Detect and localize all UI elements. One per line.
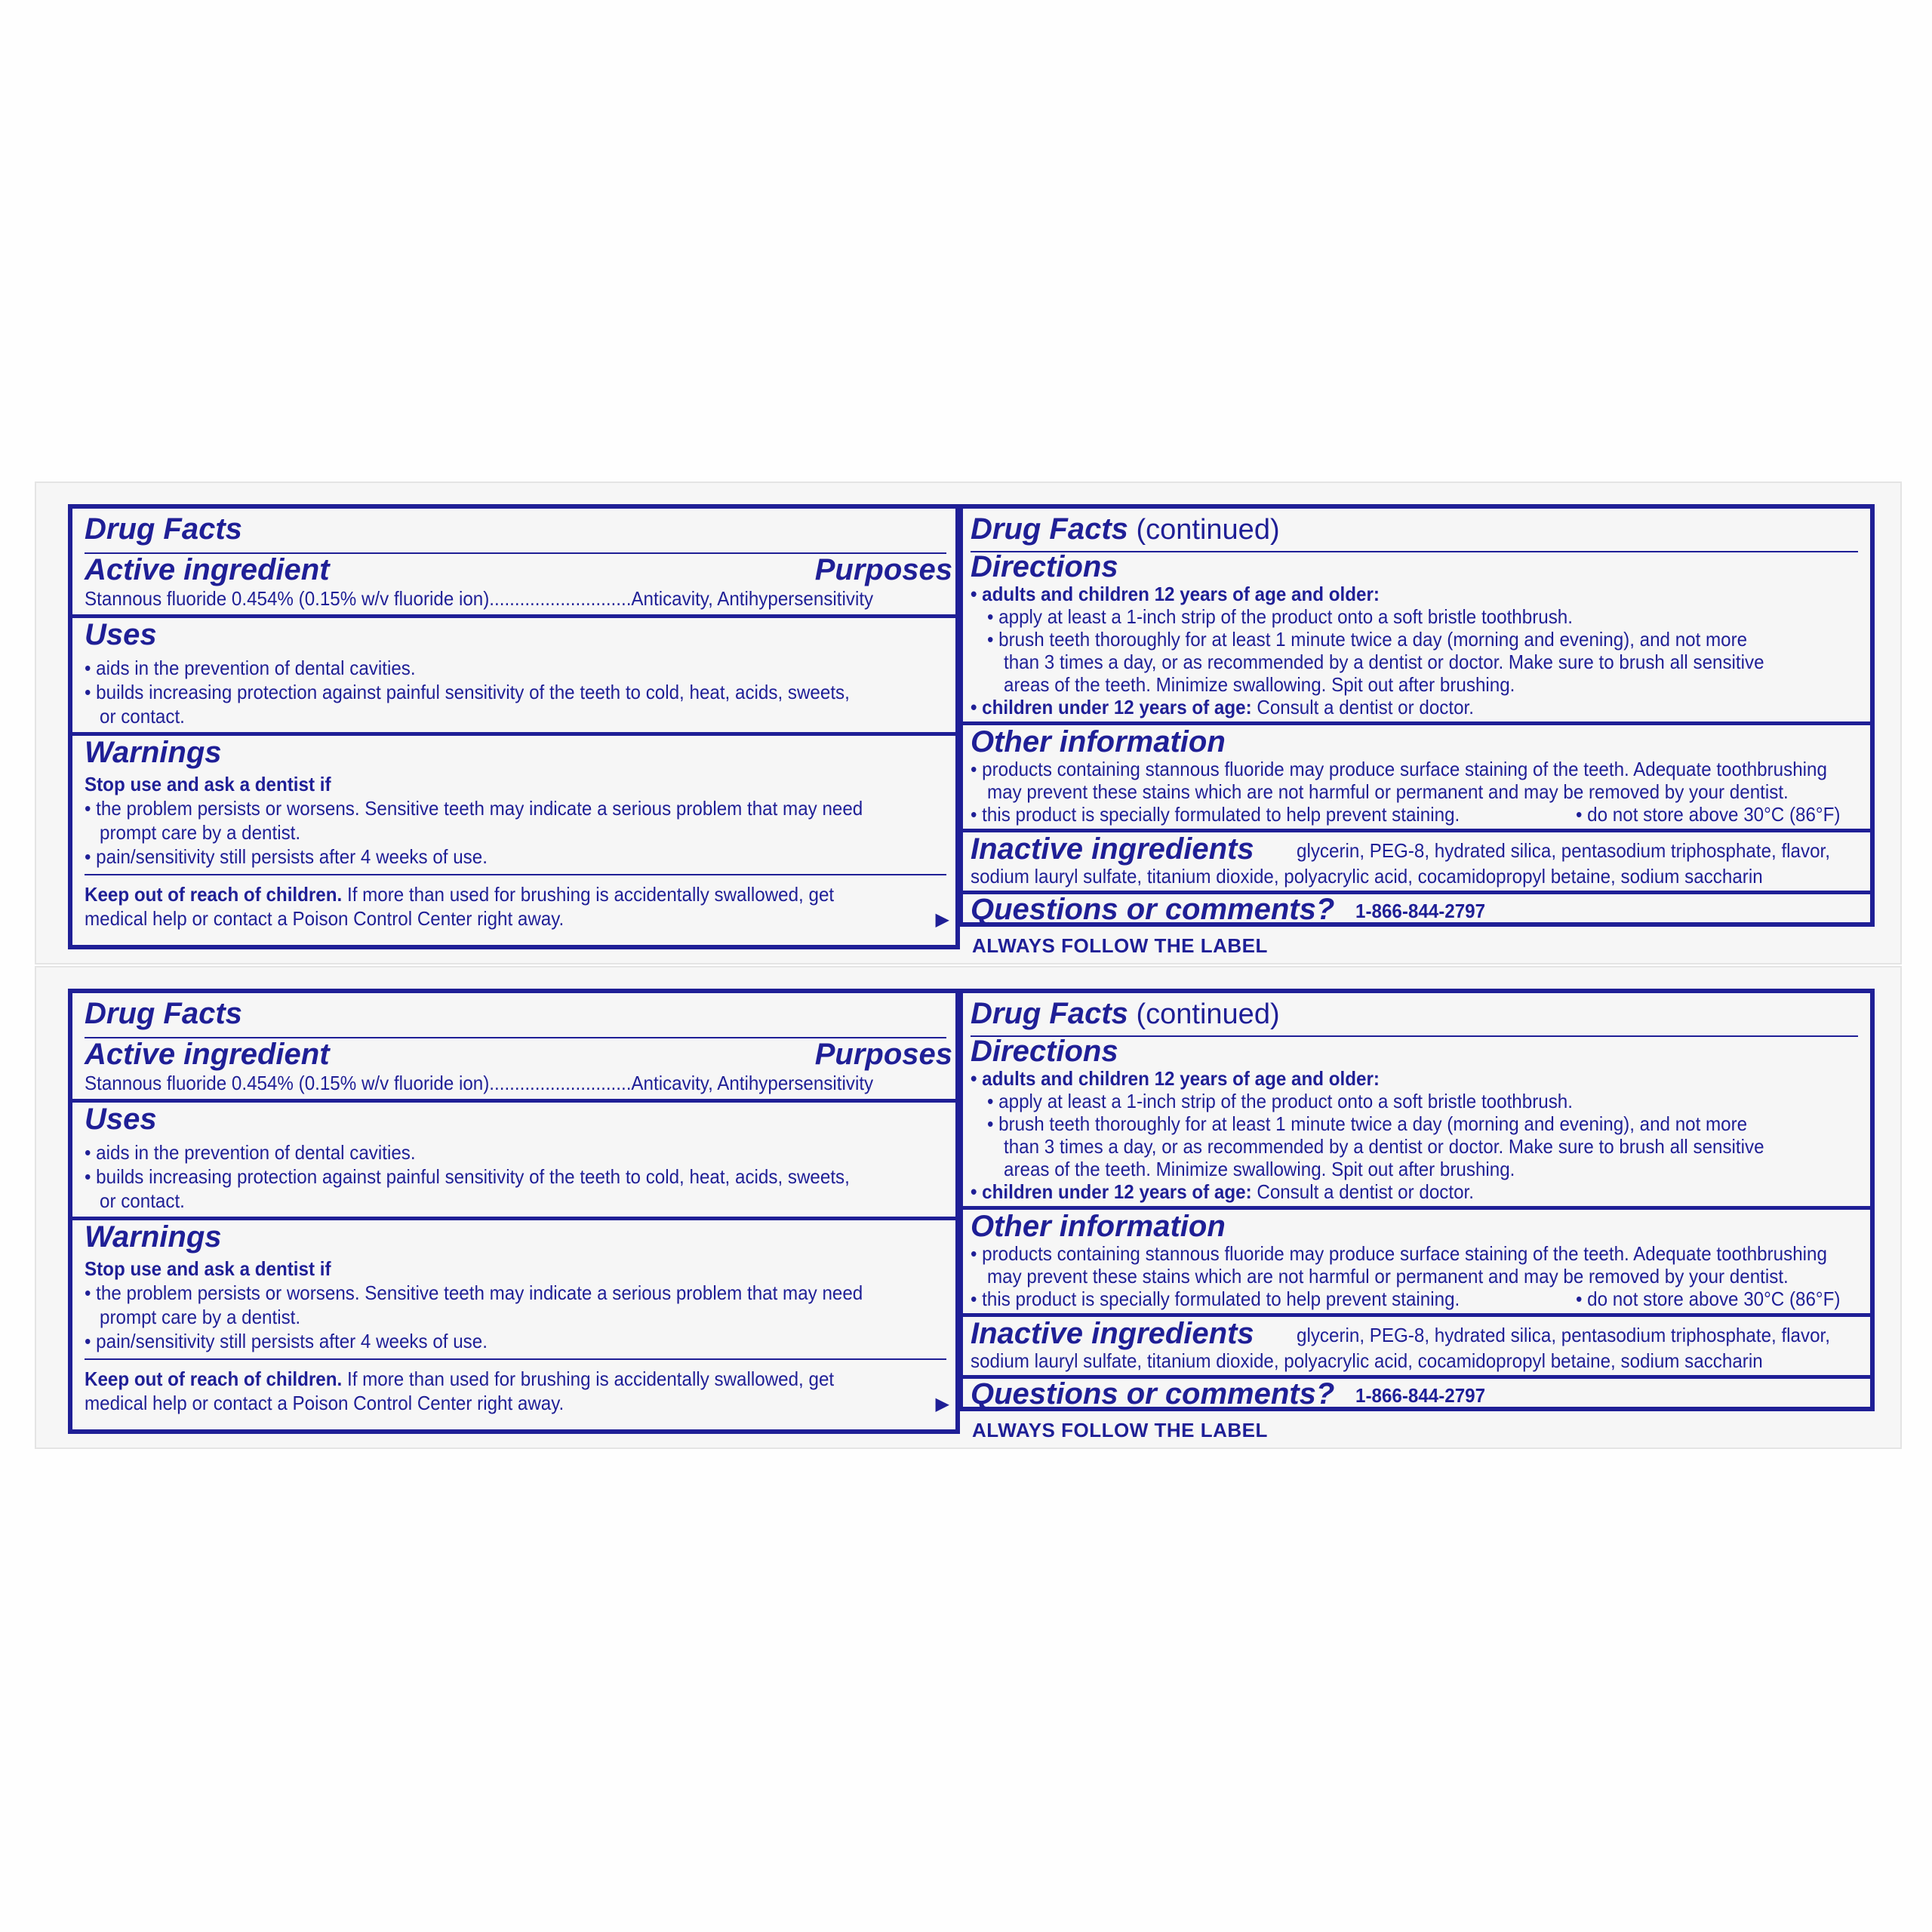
directions-item-cont: areas of the teeth. Minimize swallowing. Spit out after brushing.: [1004, 1158, 1515, 1180]
children-bold: • children under 12 years of age:: [971, 696, 1252, 718]
active-ingredient-heading: Active ingredient: [85, 553, 330, 586]
drug-facts-title: Drug Facts: [971, 997, 1128, 1030]
always-follow-label: ALWAYS FOLLOW THE LABEL: [972, 934, 1268, 957]
directions-item: • brush teeth thoroughly for at least 1 minute twice a day (morning and evening), and not more: [987, 628, 1748, 651]
other-item-cont: may prevent these stains which are not harmful or permanent and may be removed by your dentist.: [987, 1265, 1789, 1287]
other-information-heading: Other information: [971, 1210, 1226, 1243]
directions-heading: Directions: [971, 1035, 1118, 1068]
directions-item: • apply at least a 1-inch strip of the product onto a soft bristle toothbrush.: [987, 605, 1573, 628]
directions-item-cont: than 3 times a day, or as recommended by a dentist or doctor. Make sure to brush all sensitive: [1004, 1135, 1764, 1158]
always-follow-label: ALWAYS FOLLOW THE LABEL: [972, 1419, 1268, 1441]
children-bold: • children under 12 years of age:: [971, 1180, 1252, 1203]
drug-facts-right-column: [958, 989, 1875, 1411]
warnings-item-cont: prompt care by a dentist.: [100, 1306, 301, 1328]
uses-heading: Uses: [85, 1103, 157, 1136]
phone-number: 1-866-844-2797: [1355, 900, 1486, 922]
drug-facts-left-column: [68, 504, 958, 949]
phone-number: 1-866-844-2797: [1355, 1384, 1486, 1407]
continued-suffix: (continued): [1128, 998, 1280, 1030]
keep-out-rest: If more than used for brushing is accidentally swallowed, get: [342, 883, 835, 906]
directions-item-cont: areas of the teeth. Minimize swallowing. Spit out after brushing.: [1004, 673, 1515, 696]
keep-out-rest: If more than used for brushing is accidentally swallowed, get: [342, 1367, 835, 1390]
inactive-ingredients-line-2: sodium lauryl sulfate, titanium dioxide, polyacrylic acid, cocamidopropyl betaine, sodium saccharin: [971, 865, 1763, 888]
drug-facts-panel-bottom: [35, 966, 1902, 1449]
directions-adults: • adults and children 12 years of age and older:: [971, 1067, 1380, 1090]
active-ingredient-heading: Active ingredient: [85, 1038, 330, 1071]
uses-item-cont: or contact.: [100, 1189, 185, 1212]
active-ingredient-line: Stannous fluoride 0.454% (0.15% w/v fluoride ion)............................Anticavity, Antihypersensitivity: [85, 587, 874, 610]
other-item: • this product is specially formulated to help prevent staining.: [971, 803, 1460, 826]
keep-out-line: [85, 1367, 834, 1390]
other-item: • products containing stannous fluoride may produce surface staining of the teeth. Adequate toothbrushing: [971, 1242, 1827, 1265]
keep-out-rule: [85, 874, 946, 875]
inactive-ingredients-heading: Inactive ingredients: [971, 832, 1254, 866]
stop-use-heading: Stop use and ask a dentist if: [85, 773, 331, 795]
warnings-item-cont: prompt care by a dentist.: [100, 821, 301, 844]
active-ingredient-line: Stannous fluoride 0.454% (0.15% w/v fluoride ion)............................Anticavity, Antihypersensitivity: [85, 1072, 874, 1094]
directions-children: [971, 1180, 1474, 1203]
warnings-item: • the problem persists or worsens. Sensitive teeth may indicate a serious problem that may need: [85, 1281, 863, 1304]
drug-facts-left-column: [68, 989, 958, 1434]
questions-heading: Questions or comments?: [971, 893, 1335, 926]
directions-heading: Directions: [971, 550, 1118, 583]
directions-item: • apply at least a 1-inch strip of the product onto a soft bristle toothbrush.: [987, 1090, 1573, 1112]
uses-item: • builds increasing protection against painful sensitivity of the teeth to cold, heat, acids, sweets,: [85, 681, 850, 703]
other-item-cont: may prevent these stains which are not harmful or permanent and may be removed by your dentist.: [987, 780, 1789, 803]
uses-item: • aids in the prevention of dental cavities.: [85, 1141, 416, 1164]
warnings-heading: Warnings: [85, 1220, 222, 1254]
other-item: • products containing stannous fluoride may produce surface staining of the teeth. Adequate toothbrushing: [971, 758, 1827, 780]
inactive-ingredients-line-1: glycerin, PEG-8, hydrated silica, pentasodium triphosphate, flavor,: [1297, 839, 1830, 862]
continue-arrow-icon: ▶: [935, 909, 949, 930]
drug-facts-title: Drug Facts: [85, 997, 242, 1030]
drug-facts-continued-title: [971, 996, 1280, 1032]
drug-facts-panel-top: [35, 481, 1902, 964]
drug-facts-title: Drug Facts: [85, 512, 242, 546]
directions-item: • brush teeth thoroughly for at least 1 minute twice a day (morning and evening), and not more: [987, 1112, 1748, 1135]
questions-heading: Questions or comments?: [971, 1377, 1335, 1411]
keep-out-line-2: medical help or contact a Poison Control Center right away.: [85, 907, 565, 930]
purposes-heading: Purposes: [814, 1038, 952, 1071]
continued-suffix: (continued): [1128, 514, 1280, 546]
other-item: • do not store above 30°C (86°F): [1576, 1287, 1841, 1310]
directions-adults: • adults and children 12 years of age and older:: [971, 583, 1380, 605]
drug-facts-right-column: [958, 504, 1875, 927]
uses-item: • aids in the prevention of dental cavities.: [85, 657, 416, 679]
warnings-heading: Warnings: [85, 736, 222, 769]
other-item: • do not store above 30°C (86°F): [1576, 803, 1841, 826]
keep-out-line-2: medical help or contact a Poison Control Center right away.: [85, 1392, 565, 1414]
other-item: • this product is specially formulated to help prevent staining.: [971, 1287, 1460, 1310]
keep-out-line: [85, 883, 834, 906]
uses-heading: Uses: [85, 618, 157, 651]
inactive-ingredients-line-2: sodium lauryl sulfate, titanium dioxide, polyacrylic acid, cocamidopropyl betaine, sodium saccharin: [971, 1349, 1763, 1372]
uses-item-cont: or contact.: [100, 705, 185, 728]
purposes-heading: Purposes: [814, 553, 952, 586]
drug-facts-title: Drug Facts: [971, 512, 1128, 546]
warnings-item: • the problem persists or worsens. Sensitive teeth may indicate a serious problem that may need: [85, 797, 863, 820]
warnings-item: • pain/sensitivity still persists after 4 weeks of use.: [85, 1330, 488, 1352]
warnings-item: • pain/sensitivity still persists after 4 weeks of use.: [85, 845, 488, 868]
children-rest: Consult a dentist or doctor.: [1251, 1180, 1474, 1203]
section-rule: [72, 1099, 958, 1103]
directions-children: [971, 696, 1474, 718]
stop-use-heading: Stop use and ask a dentist if: [85, 1257, 331, 1280]
continue-arrow-icon: ▶: [935, 1394, 949, 1414]
children-rest: Consult a dentist or doctor.: [1251, 696, 1474, 718]
section-rule: [72, 614, 958, 618]
directions-item-cont: than 3 times a day, or as recommended by a dentist or doctor. Make sure to brush all sensitive: [1004, 651, 1764, 673]
inactive-ingredients-line-1: glycerin, PEG-8, hydrated silica, pentasodium triphosphate, flavor,: [1297, 1324, 1830, 1346]
inactive-ingredients-heading: Inactive ingredients: [971, 1317, 1254, 1350]
keep-out-rule: [85, 1358, 946, 1360]
other-information-heading: Other information: [971, 725, 1226, 758]
uses-item: • builds increasing protection against painful sensitivity of the teeth to cold, heat, acids, sweets,: [85, 1165, 850, 1188]
keep-out-bold: Keep out of reach of children.: [85, 883, 343, 906]
drug-facts-continued-title: [971, 512, 1280, 547]
keep-out-bold: Keep out of reach of children.: [85, 1367, 343, 1390]
